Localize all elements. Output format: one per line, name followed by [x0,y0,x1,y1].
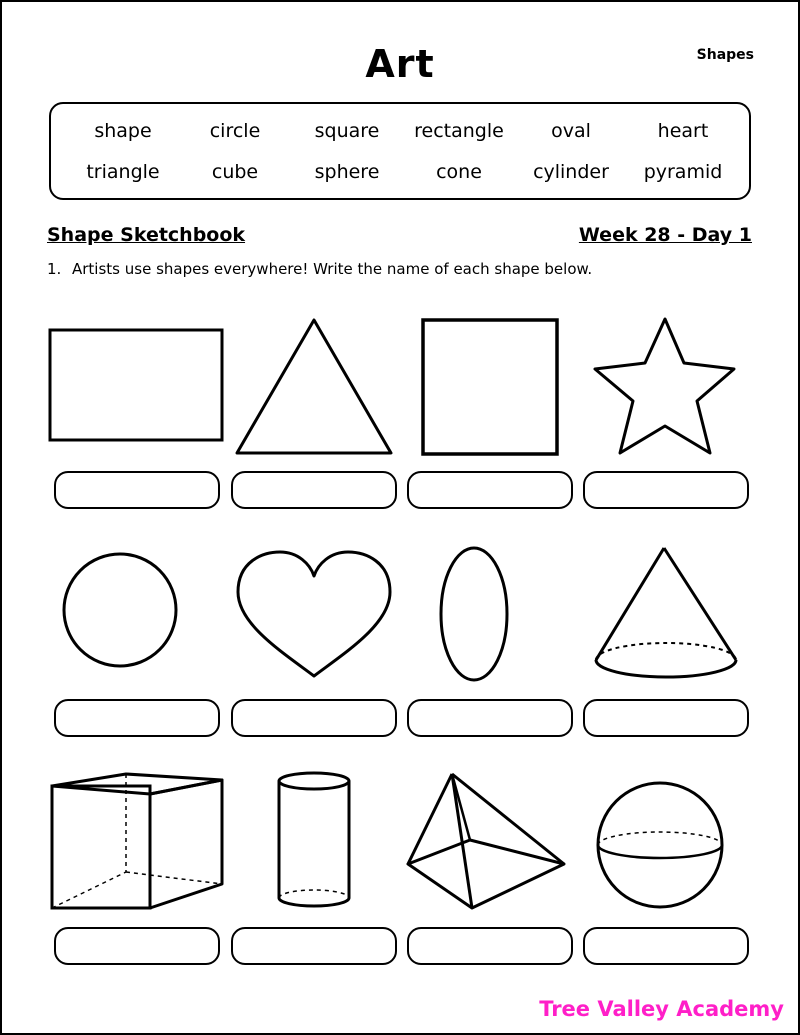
word-bank-word: square [314,120,380,142]
answer-box[interactable] [583,699,749,737]
word-bank-word: heart [657,120,709,142]
answer-box[interactable] [583,927,749,965]
cube-icon [46,768,226,913]
answer-box[interactable] [407,927,573,965]
instruction-text: Artists use shapes everywhere! Write the name of each shape below. [72,260,593,278]
word-bank-word: rectangle [414,120,504,142]
answer-box[interactable] [54,699,220,737]
word-bank-word: cone [436,161,482,183]
answer-box[interactable] [54,471,220,509]
word-bank [49,102,751,200]
word-bank-word: pyramid [643,161,723,183]
instruction [47,260,592,278]
word-bank-word: triangle [86,161,160,183]
section-title: Shape Sketchbook [47,224,246,246]
word-bank-word: shape [94,120,152,142]
cylinder-icon [224,768,404,913]
word-bank-word: cylinder [533,161,609,183]
rectangle-icon [46,314,226,459]
page-title: Art [365,42,435,86]
word-bank-word: circle [209,120,261,142]
brand-logo-text: Tree Valley Academy [539,997,784,1021]
answer-box[interactable] [231,471,397,509]
pyramid-icon [400,768,580,913]
oval-icon [400,542,580,687]
topic-label: Shapes [696,47,754,63]
week-day-label: Week 28 - Day 1 [578,224,752,246]
instruction-number: 1. [47,260,62,278]
triangle-icon [224,314,404,459]
star-icon [576,314,756,459]
square-icon [400,314,580,459]
word-bank-word: sphere [314,161,380,183]
answer-box[interactable] [583,471,749,509]
sphere-icon [576,768,756,913]
heart-icon [224,542,404,687]
cone-icon [576,542,756,687]
word-bank-word: cube [211,161,259,183]
answer-box[interactable] [231,699,397,737]
circle-icon [46,542,226,687]
answer-box[interactable] [231,927,397,965]
answer-box[interactable] [54,927,220,965]
word-bank-word: oval [551,120,591,142]
answer-box[interactable] [407,699,573,737]
answer-box[interactable] [407,471,573,509]
